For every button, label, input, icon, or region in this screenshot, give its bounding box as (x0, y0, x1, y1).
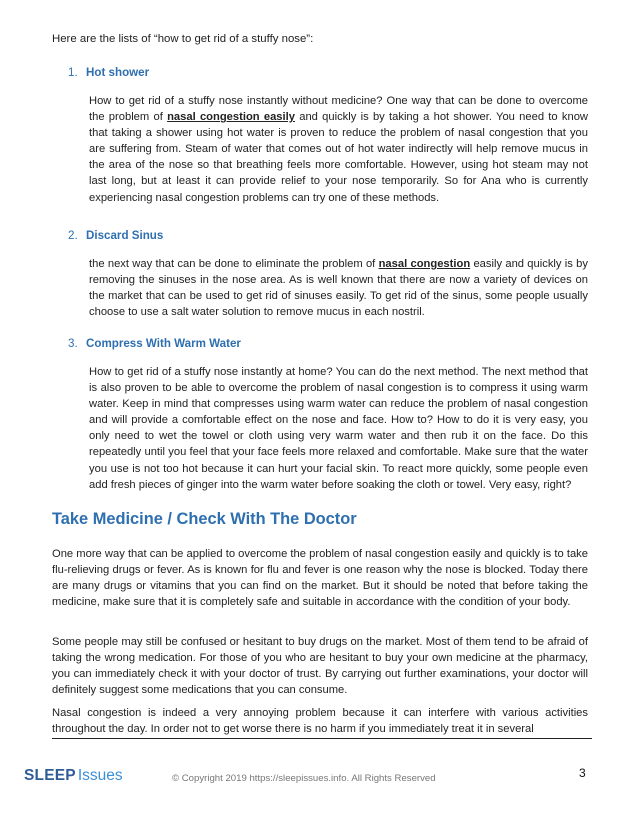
list-item-number: 1. (68, 66, 78, 79)
list-item-compress-warm-water (68, 337, 588, 493)
paragraph: Nasal congestion is indeed a very annoying problem because it can interfere with various activities throughout the day. In order not to get worse there is no harm if you immediately treat it in several (52, 707, 588, 736)
logo-issues-text: Issues (77, 767, 123, 784)
list-item-body: the next way that can be done to eliminate the problem of nasal congestion easily and quickly is by removing the sinuses in the nose area. As is well known that there are now a variety of devices on the market that can be used to get rid of sinuses easily. To get rid of the sinus, some people usually choose to use a salt water solution to remove mucus in each nostril. (89, 258, 588, 319)
list-item-discard-sinus (68, 229, 588, 320)
list-item-body: How to get rid of a stuffy nose instantly without medicine? One way that can be done to overcome the problem of nasal congestion easily and quickly is by taking a hot shower. You need to know that taking a shower using hot water is proven to reduce the problem of nasal congestion that you are suffering from. Steam of water that comes out of hot water indirectly will help remove mucus in the area of the nose so that breathing feels more comfortable. However, using hot steam may not last long, but at least it can provide relief to your nose temporarily. So for Ana who is currently experiencing nasal congestion problems can try one of these methods. (89, 95, 588, 204)
list-item-body: How to get rid of a stuffy nose instantly at home? You can do the next method. The next method that is also proven to be able to overcome the problem of nasal congestion is to compress it using warm water. Keep in mind that compresses using warm water can reduce the problem of nasal congestion and will provide a comfortable effect on the nose and face. How to? How to do it is very easy, you only need to wet the towel or cloth using very warm water and then rub it on the face. Do this repeatedly until you feel that your face feels more relaxed and comfortable. Make sure that the water you use is not too hot because it can hurt your facial skin. To react more quickly, some people even add fresh pieces of ginger into the warm water before soaking the cloth or towel. Very easy, right? (89, 366, 588, 491)
logo-sleep-text: SLEEP (24, 767, 76, 784)
list-item-title: Discard Sinus (86, 229, 164, 242)
nasal-congestion-link[interactable]: nasal congestion (378, 258, 471, 270)
footer-divider (52, 738, 592, 739)
list-item-hot-shower (68, 66, 588, 206)
nasal-congestion-easily-link[interactable]: nasal congestion easily (167, 111, 295, 124)
copyright-notice: © Copyright 2019 https://sleepissues.info. All Rights Reserved (172, 773, 436, 784)
sleep-issues-logo (24, 767, 123, 785)
intro-text: Here are the lists of “how to get rid of a stuffy nose”: (52, 33, 314, 45)
page-number: 3 (579, 766, 586, 780)
list-item-number: 2. (68, 229, 78, 242)
paragraph: One more way that can be applied to overcome the problem of nasal congestion easily and quickly is to take flu-relieving drugs or fever. As is known for flu and fever is one reason why the nose is blocked. Today there are many drugs or vitamins that you can find on the market. But it should be noted that before taking the medicine, make sure that it is completely safe and suitable in accordance with the condition of your body. (52, 548, 588, 609)
paragraph: Some people may still be confused or hesitant to buy drugs on the market. Most of them tend to be afraid of taking the wrong medication. For those of you who are hesitant to buy your own medicine at the pharmacy, you can immediately check it with your doctor of trust. By carrying out further examinations, your doctor will definitely suggest some medications that you can consume. (52, 636, 588, 697)
section-heading: Take Medicine / Check With The Doctor (52, 510, 357, 528)
list-item-title: Compress With Warm Water (86, 337, 241, 350)
list-item-title: Hot shower (86, 66, 150, 79)
list-item-number: 3. (68, 337, 78, 350)
